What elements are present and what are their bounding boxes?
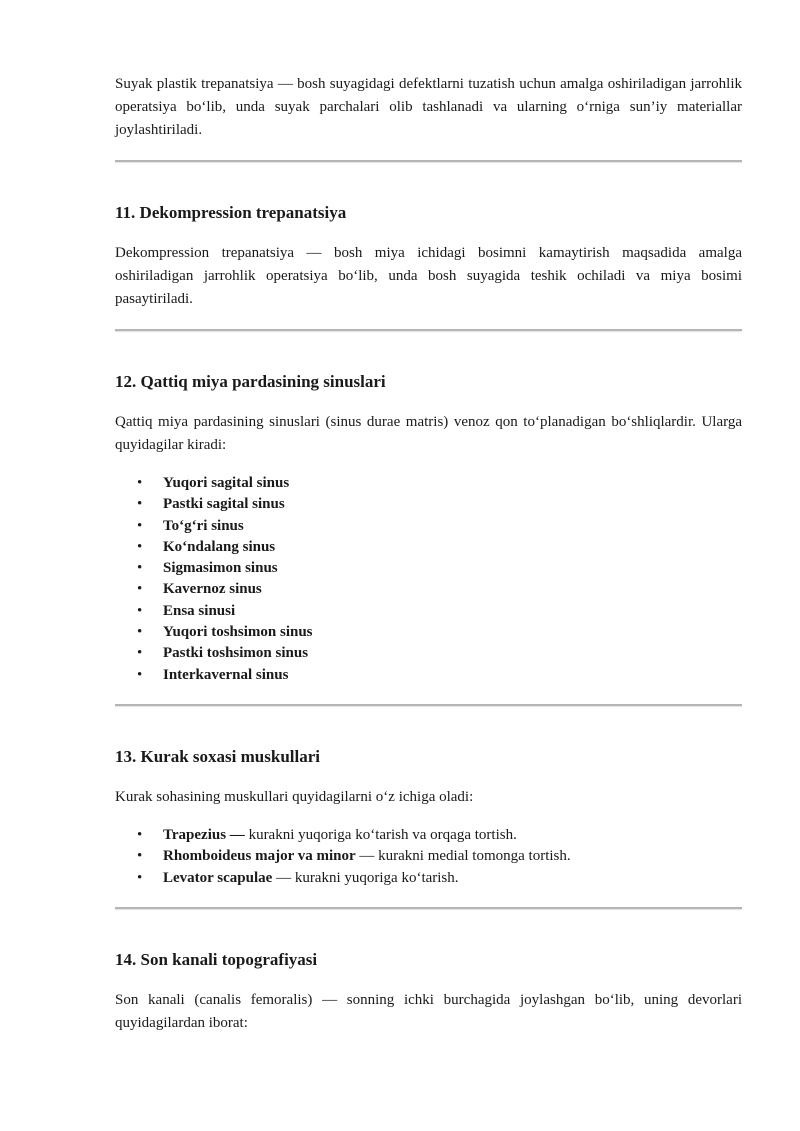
section-heading-14: 14. Son kanali topografiyasi: [115, 949, 318, 969]
list-item: • Ko‘ndalang sinus: [163, 537, 742, 558]
list-item: • Pastki toshsimon sinus: [163, 643, 742, 664]
section-heading-11: 11. Dekompression trepanatsiya: [115, 203, 347, 222]
list-item: • Sigmasimon sinus: [163, 558, 742, 579]
section-heading-13: 13. Kurak soxasi muskullari: [115, 746, 320, 766]
intro-paragraph: Suyak plastik trepanatsiya — bosh suyagidagi defektlarni tuzatish uchun amalga oshiriladigan jarrohlik operatsiya bo‘lib, unda suyak parchalari olib tashlanadi va ularning o‘rniga sun’iy materiallar joylashtiriladi.: [115, 76, 742, 138]
section-paragraph-13: Kurak sohasining muskullari quyidagilarni o‘z ichiga oladi:: [115, 788, 474, 805]
list-item: [163, 868, 742, 889]
list-item: • Yuqori sagital sinus: [163, 473, 742, 494]
section-divider: [115, 160, 742, 162]
section-divider: [115, 704, 742, 706]
list-item: • Interkavernal sinus: [163, 665, 742, 686]
section-heading-12: 12. Qattiq miya pardasining sinuslari: [115, 372, 386, 391]
section-paragraph-12: Qattiq miya pardasining sinuslari (sinus durae matris) venoz qon to‘planadigan bo‘shliqlardir. Ularga quyidagilar kiradi:: [115, 414, 742, 453]
muscle-list: [115, 825, 742, 889]
sinus-list: [115, 473, 742, 686]
section-divider: [115, 329, 742, 331]
list-item-desc: — kurakni yuqoriga ko‘tarish.: [272, 869, 459, 886]
section-divider: [115, 907, 742, 909]
list-item: [163, 825, 742, 846]
list-item: • Kavernoz sinus: [163, 579, 742, 600]
section-paragraph-14: Son kanali (canalis femoralis) — sonning ichki burchagida joylashgan bo‘lib, uning devorlari quyidagilardan iborat:: [115, 991, 742, 1031]
list-item-desc: — kurakni medial tomonga tortish.: [355, 848, 571, 865]
list-item: • Ensa sinusi: [163, 601, 742, 622]
list-item: • Yuqori toshsimon sinus: [163, 622, 742, 643]
list-item: • To‘g‘ri sinus: [163, 516, 742, 537]
list-item-term: Rhomboideus major va minor: [163, 848, 356, 865]
section-paragraph-11: Dekompression trepanatsiya — bosh miya ichidagi bosimni kamaytirish maqsadida amalga oshiriladigan jarrohlik operatsiya bo‘lib, unda bosh suyagida teshik ochiladi va miya bosimi pasaytiriladi.: [115, 245, 742, 307]
list-item-term: Levator scapulae: [163, 869, 273, 886]
list-item-desc: kurakni yuqoriga ko‘tarish va orqaga tortish.: [244, 826, 517, 843]
list-item: [163, 846, 742, 867]
list-item: • Pastki sagital sinus: [163, 494, 742, 515]
list-item-term: Trapezius —: [163, 826, 245, 843]
